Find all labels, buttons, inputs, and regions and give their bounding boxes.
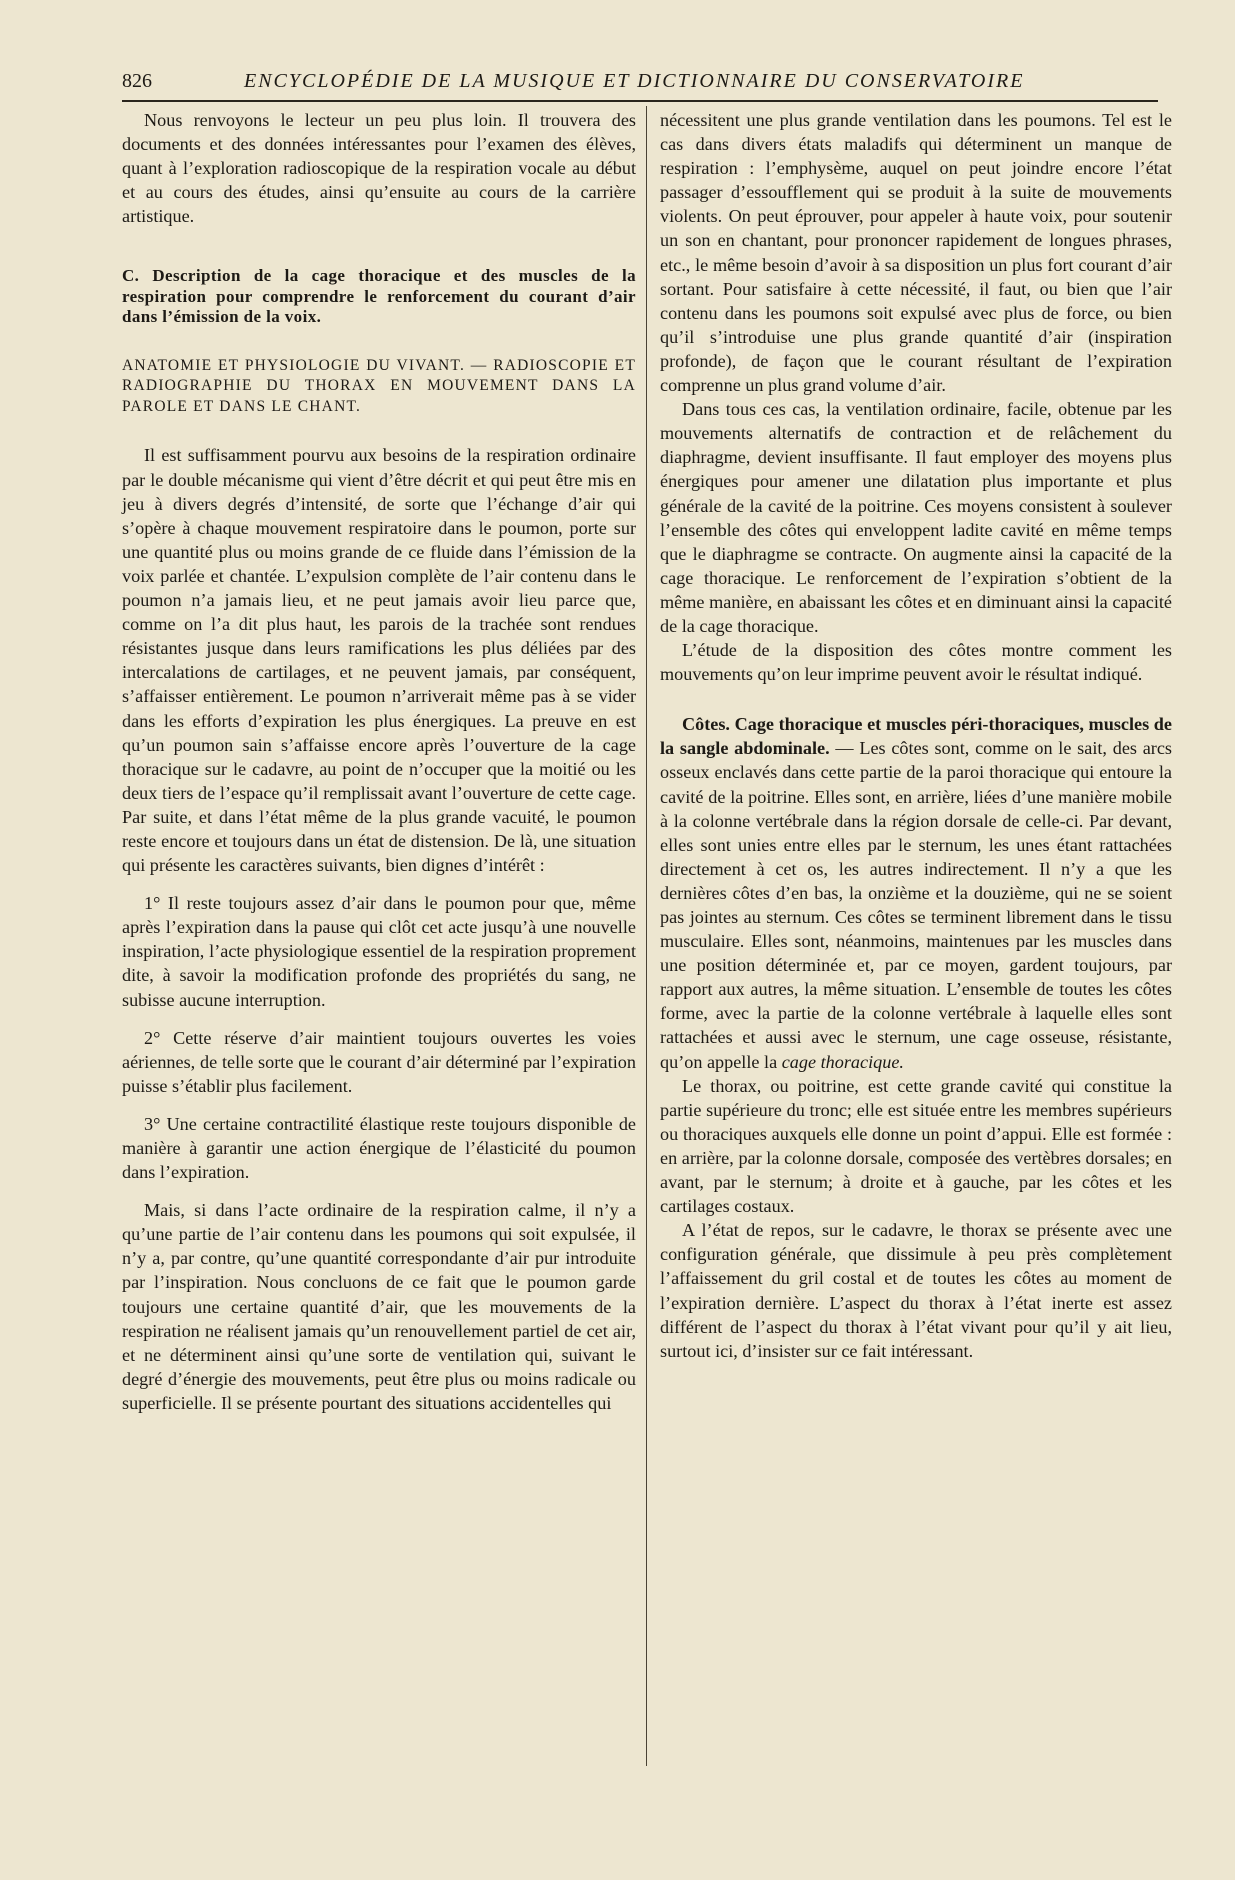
page-header [122, 70, 1158, 100]
list-item-1: 1° Il reste toujours assez d’air dans le poumon pour que, même après l’expiration dans la pause qui clôt cet acte jusqu’à une nouvelle inspiration, l’acte physiologique essentiel de la respiration proprement dite, à savoir la modification profonde des propriétés du sang, ne subisse aucune interruption. [122, 893, 636, 1010]
running-title: ENCYCLOPÉDIE DE LA MUSIQUE ET DICTIONNAIRE DU CONSERVATOIRE [244, 70, 1025, 92]
paragraph: A l’état de repos, sur le cadavre, le thorax se présente avec une configuration générale, que dissimule à peu près complètement l’affaissement du gril costal et de toutes les côtes au moment de l’expiration dernière. L’aspect du thorax à l’état inerte est assez différent de l’aspect du thorax à l’état vivant pour qu’il y ait lieu, surtout ici, d’insister sur ce fait intéressant. [660, 1220, 1172, 1361]
right-column [660, 108, 1172, 1363]
header-rule [122, 100, 1158, 102]
paragraph: Nous renvoyons le lecteur un peu plus loin. Il trouvera des documents et des données intéressantes pour l’examen des élèves, quant à l’exploration radioscopique de la respiration vocale au début et au cours des études, ainsi qu’ensuite au cours de la carrière artistique. [122, 110, 636, 227]
paragraph: L’étude de la disposition des côtes montre comment les mouvements qu’on leur imprime peuvent avoir le résultat indiqué. [660, 640, 1172, 685]
column-divider [646, 106, 647, 1766]
paragraph: Il est suffisamment pourvu aux besoins de la respiration ordinaire par le double mécanisme qui vient d’être décrit et qui peut être mis en jeu à divers degrés d’intensité, de sorte que l’échange d’air qui s’opère à chaque mouvement respiratoire dans le poumon, porte sur une quantité plus ou moins grande de ce fluide dans l’émission de la voix parlée et chantée. L’expulsion complète de l’air contenu dans le poumon n’a jamais lieu, et ne peut jamais avoir lieu parce que, comme on l’a dit plus haut, les parois de la trachée sont rendues résistantes jusque dans leurs ramifications les plus déliées par des intercalations de cartilages, et ne peuvent jamais, par conséquent, s’affaisser entièrement. Le poumon n’arriverait même pas à se vider dans les efforts d’expiration les plus énergiques. La preuve en est qu’un poumon sain s’affaisse encore après l’ouverture de la cage thoracique sur le cadavre, au point de n’occuper que la moitié ou les deux tiers de l’espace qu’il remplissait avant l’ouverture de cette cage. Par suite, et dans l’état même de la plus grande vacuité, le poumon reste encore et toujours dans un état de distension. De là, une situation qui présente les caractères suivants, bien dignes d’intérêt : [122, 445, 636, 876]
list-item-3: 3° Une certaine contractilité élastique reste toujours disponible de manière à garantir une action énergique de l’élasticité du poumon dans l’expiration. [122, 1113, 636, 1183]
subsection-text: — Les côtes sont, comme on le sait, des arcs osseux enclavés dans cette partie de la paroi thoracique qui entoure la cavité de la poitrine. Elles sont, en arrière, liées d’une manière mobile à la colonne vertébrale dans la région dorsale de celle-ci. Par devant, elles sont unies entre elles par le sternum, les unes étant rattachées directement à cet os, les autres indirectement. Il n’y a que les dernières côtes d’en bas, la onzième et la douzième, qui ne se soient pas jointes au sternum. Ces côtes se terminent librement dans le tissu musculaire. Elles sont, néanmoins, maintenues par les muscles dans une position déterminée et, par ce moyen, gardent toujours, par rapport aux autres, la même situation. L’ensemble de toutes les côtes forme, avec la partie de la colonne vertébrale à laquelle elles sont rattachées et aussi avec le sternum, une cage osseuse, résistante, qu’on appelle la [660, 738, 1172, 1072]
italic-term: cage thoracique. [781, 1051, 904, 1072]
paragraph-continued: nécessitent une plus grande ventilation dans les poumons. Tel est le cas dans divers états maladifs qui déterminent un manque de respiration : l’emphysème, auquel on peut joindre encore l’état passager d’essoufflement qui se produit à la suite de mouvements violents. On peut éprouver, pour appeler à haute voix, pour soutenir un son en chantant, pour prononcer rapidement de longues phrases, etc., le même besoin d’avoir à sa disposition un plus fort courant d’air sortant. Pour satisfaire à cette nécessité, il faut, ou bien que l’air contenu dans les poumons soit expulsé avec plus de force, ou bien qu’il s’introduise une plus grande quantité d’air (inspiration profonde), de façon que le courant résultant de l’expiration comprenne un plus grand volume d’air. [660, 110, 1172, 396]
list-item-2: 2° Cette réserve d’air maintient toujours ouvertes les voies aériennes, de telle sorte que le courant d’air déterminé par l’expiration puisse s’établir plus facilement. [122, 1027, 636, 1096]
paragraph: Le thorax, ou poitrine, est cette grande cavité qui constitue la partie supérieure du tronc; elle est située entre les membres supérieurs ou thoraciques auxquels elle donne un point d’appui. Elle est formée : en arrière, par la colonne dorsale, composée des vertèbres dorsales; en avant, par le sternum; à droite et à gauche, par les côtes et les cartilages costaux. [660, 1075, 1172, 1217]
subsection-heading: Côtes. Cage thoracique et muscles péri-thoraciques, muscles de la sangle abdominale. [660, 714, 1172, 759]
section-subtitle: ANATOMIE ET PHYSIOLOGIE DU VIVANT. — RADIOSCOPIE ET RADIOGRAPHIE DU THORAX EN MOUVEMENT DANS LA PAROLE ET DANS LE CHANT. [122, 356, 636, 415]
paragraph: Mais, si dans l’acte ordinaire de la respiration calme, il n’y a qu’une partie de l’air contenu dans les poumons qui soit expulsée, il n’y a, par contre, qu’une quantité correspondante d’air pur introduite par l’inspiration. Nous concluons de ce fait que le poumon garde toujours une certaine quantité d’air, que les mouvements de la respiration ne réalisent jamais qu’un renouvellement partiel de cet air, et ne déterminent ainsi qu’une sorte de ventilation qui, suivant le degré d’énergie des mouvements, peut être plus ou moins radicale ou superficielle. Il se présente pourtant des situations accidentelles qui [122, 1200, 636, 1413]
page-number: 826 [122, 70, 152, 92]
left-column [122, 108, 636, 1415]
subsection-paragraph [660, 712, 1172, 1073]
section-title: C. Description de la cage thoracique et des muscles de la respiration pour comprendre le renforcement du courant d’air dans l’émission de la voix. [122, 266, 636, 327]
paragraph: Dans tous ces cas, la ventilation ordinaire, facile, obtenue par les mouvements alternatifs de contraction et de relâchement du diaphragme, devient insuffisante. Il faut employer des moyens plus énergiques pour amener une dilatation plus importante et plus générale de la cavité de la poitrine. Ces moyens consistent à soulever l’ensemble des côtes qui enveloppent ladite cavité en même temps que le diaphragme se contracte. On augmente ainsi la capacité de la cage thoracique. Le renforcement de l’expiration s’obtient de la même manière, en abaissant les côtes et en diminuant ainsi la capacité de la cage thoracique. [660, 399, 1172, 636]
